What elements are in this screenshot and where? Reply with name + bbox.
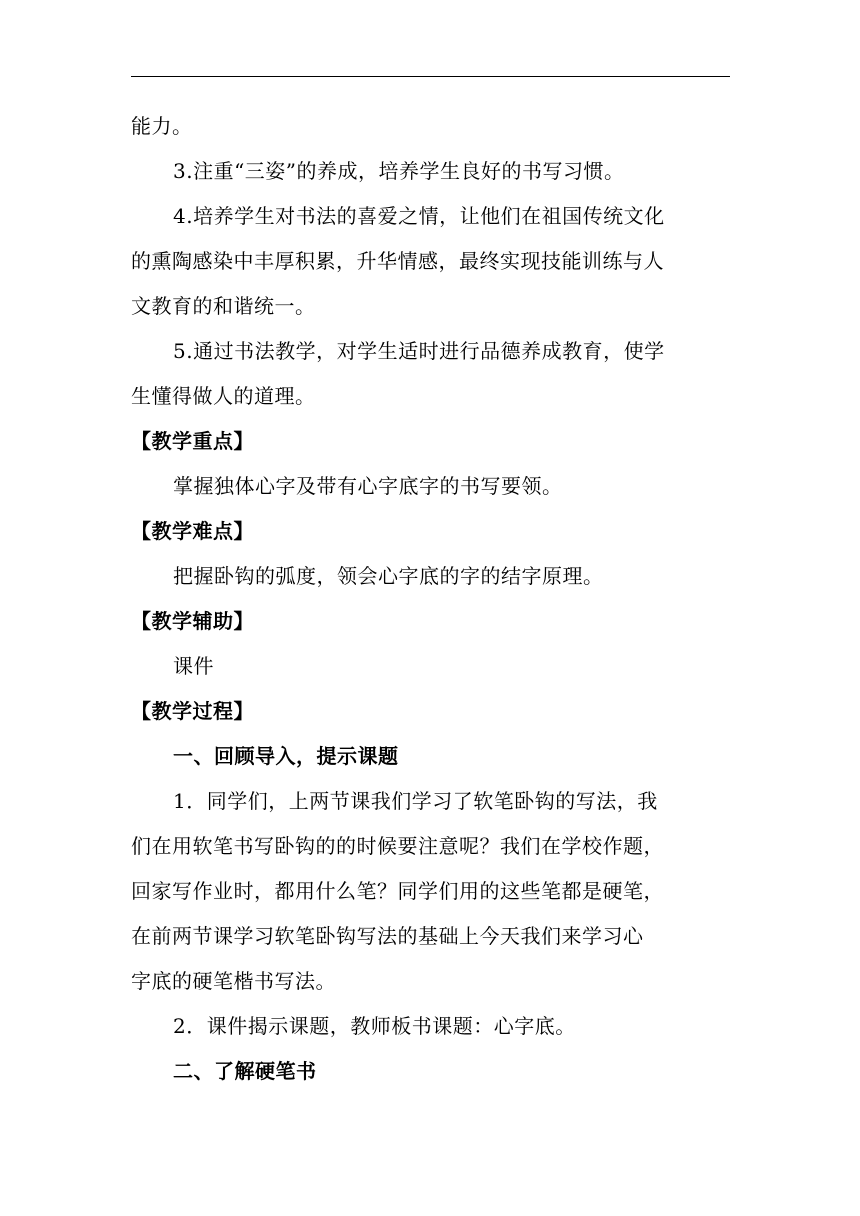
text-line: 回家写作业时，都用什么笔？同学们用的这些笔都是硬笔， xyxy=(131,879,664,903)
text-line: 1．同学们，上两节课我们学习了软笔卧钩的写法，我 xyxy=(173,789,658,813)
section-heading-difficulties: 【教学难点】 xyxy=(131,519,254,543)
document-body xyxy=(131,104,730,1094)
text-line: 生懂得做人的道理。 xyxy=(131,384,316,408)
key-points-text xyxy=(131,464,730,509)
objective-4-cont xyxy=(131,239,730,329)
text-line: 掌握独体心字及带有心字底字的书写要领。 xyxy=(173,474,563,498)
process-step-1-cont xyxy=(131,824,730,1004)
section-heading-teaching-aids: 【教学辅助】 xyxy=(131,609,254,633)
text-line: 的熏陶感染中丰厚积累，升华情感，最终实现技能训练与人 xyxy=(131,249,664,273)
section-heading-key-points: 【教学重点】 xyxy=(131,429,254,453)
text-line: 字底的硬笔楷书写法。 xyxy=(131,969,336,993)
text-line: 能力。 xyxy=(131,114,193,138)
subheading-hard-pen: 二、了解硬笔书 xyxy=(173,1059,317,1083)
objective-5-cont xyxy=(131,374,730,419)
text-line: 文教育的和谐统一。 xyxy=(131,294,316,318)
objective-3 xyxy=(131,149,730,194)
section-heading-process: 【教学过程】 xyxy=(131,699,254,723)
teaching-aids-text xyxy=(131,644,730,689)
text-line: 在前两节课学习软笔卧钩写法的基础上今天我们来学习心 xyxy=(131,924,644,948)
objective-4 xyxy=(131,194,730,239)
subheading-review: 一、回顾导入，提示课题 xyxy=(173,744,399,768)
paragraph-ability xyxy=(131,104,730,149)
text-line: 2．课件揭示课题，教师板书课题：心字底。 xyxy=(173,1014,576,1038)
header-rule xyxy=(131,76,730,77)
text-line: 5.通过书法教学，对学生适时进行品德养成教育，使学 xyxy=(173,339,665,363)
difficulties-text xyxy=(131,554,730,599)
objective-5 xyxy=(131,329,730,374)
text-line: 4.培养学生对书法的喜爱之情，让他们在祖国传统文化 xyxy=(173,204,665,228)
process-step-1 xyxy=(131,779,730,824)
text-line: 课件 xyxy=(173,654,214,678)
text-line: 3.注重“三姿”的养成，培养学生良好的书写习惯。 xyxy=(173,159,625,183)
text-line: 们在用软笔书写卧钩的的时候要注意呢？我们在学校作题， xyxy=(131,834,664,858)
text-line: 把握卧钩的弧度，领会心字底的字的结字原理。 xyxy=(173,564,604,588)
process-step-2 xyxy=(131,1004,730,1049)
